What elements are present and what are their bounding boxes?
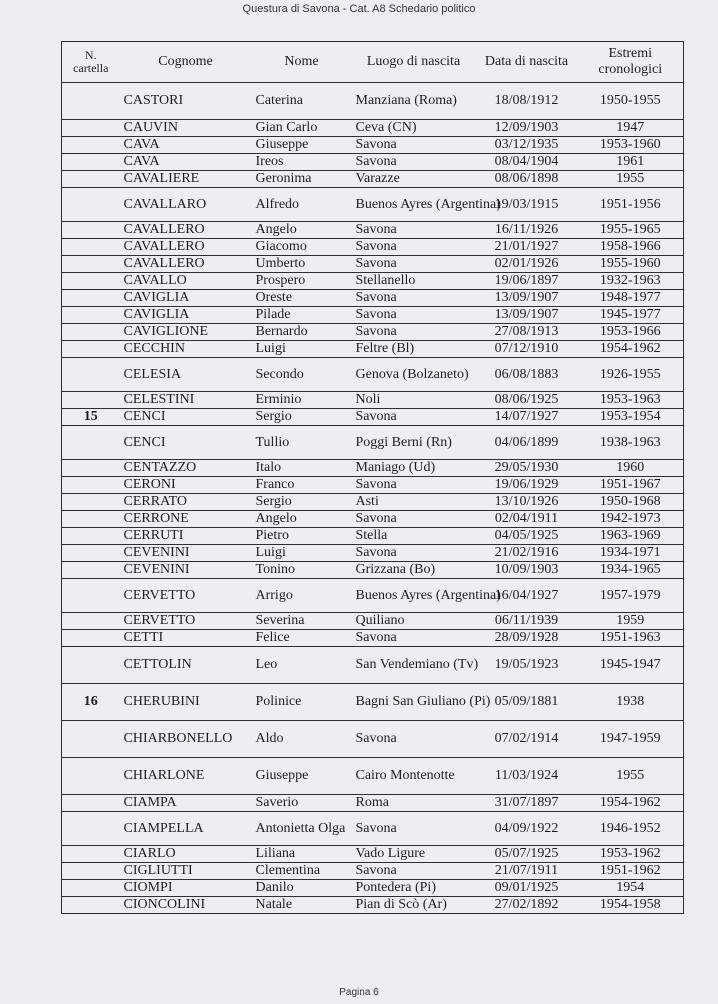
cell-n-cartella: [62, 528, 120, 545]
table-row: [62, 273, 684, 290]
cell-cognome: CETTI: [120, 630, 252, 647]
cell-n-cartella: [62, 511, 120, 528]
cell-data: 31/07/1897: [476, 795, 578, 812]
cell-nome: Clementina: [252, 863, 352, 880]
table-row: [62, 120, 684, 137]
cell-luogo: Buenos Ayres (Argentina): [352, 188, 476, 222]
cell-nome: Felice: [252, 630, 352, 647]
table-header-row: [62, 42, 684, 83]
cell-cognome: CEVENINI: [120, 562, 252, 579]
cell-data: 06/11/1939: [476, 613, 578, 630]
cell-data: 27/08/1913: [476, 324, 578, 341]
cell-n-cartella: 15: [62, 409, 120, 426]
cell-luogo: Stellanello: [352, 273, 476, 290]
table-row: [62, 341, 684, 358]
cell-nome: Geronima: [252, 171, 352, 188]
cell-luogo: Savona: [352, 545, 476, 562]
cell-estremi: 1934-1965: [578, 562, 684, 579]
cell-estremi: 1957-1979: [578, 579, 684, 613]
cell-nome: Sergio: [252, 494, 352, 511]
cell-cognome: CASTORI: [120, 83, 252, 120]
cell-estremi: 1948-1977: [578, 290, 684, 307]
cell-estremi: 1958-1966: [578, 239, 684, 256]
cell-data: 13/09/1907: [476, 307, 578, 324]
cell-luogo: Bagni San Giuliano (Pi): [352, 684, 476, 721]
col-nome: Nome: [252, 42, 352, 83]
cell-luogo: Noli: [352, 392, 476, 409]
cell-n-cartella: [62, 630, 120, 647]
cell-estremi: 1963-1969: [578, 528, 684, 545]
cell-cognome: CENTAZZO: [120, 460, 252, 477]
cell-cognome: CENCI: [120, 426, 252, 460]
cell-nome: Umberto: [252, 256, 352, 273]
table-row: [62, 171, 684, 188]
cell-estremi: 1926-1955: [578, 358, 684, 392]
cell-nome: Saverio: [252, 795, 352, 812]
cell-luogo: Feltre (Bl): [352, 341, 476, 358]
table-row: [62, 460, 684, 477]
cell-cognome: CIONCOLINI: [120, 897, 252, 914]
table-row: [62, 684, 684, 721]
cell-n-cartella: [62, 545, 120, 562]
cell-n-cartella: [62, 795, 120, 812]
cell-n-cartella: [62, 897, 120, 914]
cell-data: 16/04/1927: [476, 579, 578, 613]
cell-nome: Aldo: [252, 721, 352, 758]
cell-luogo: Grizzana (Bo): [352, 562, 476, 579]
cell-luogo: Asti: [352, 494, 476, 511]
cell-luogo: Savona: [352, 256, 476, 273]
cell-data: 12/09/1903: [476, 120, 578, 137]
cell-n-cartella: [62, 880, 120, 897]
cell-luogo: Savona: [352, 409, 476, 426]
cell-nome: Sergio: [252, 409, 352, 426]
cell-data: 21/01/1927: [476, 239, 578, 256]
cell-luogo: Pian di Scò (Ar): [352, 897, 476, 914]
table-row: [62, 846, 684, 863]
cell-estremi: 1959: [578, 613, 684, 630]
cell-nome: Gian Carlo: [252, 120, 352, 137]
cell-estremi: 1951-1967: [578, 477, 684, 494]
cell-estremi: 1953-1963: [578, 392, 684, 409]
cell-cognome: CHIARBONELLO: [120, 721, 252, 758]
cell-n-cartella: [62, 324, 120, 341]
cell-cognome: CIAMPA: [120, 795, 252, 812]
col-luogo: Luogo di nascita: [352, 42, 476, 83]
cell-data: 09/01/1925: [476, 880, 578, 897]
cell-luogo: Genova (Bolzaneto): [352, 358, 476, 392]
cell-estremi: 1954: [578, 880, 684, 897]
table-row: [62, 562, 684, 579]
cell-n-cartella: [62, 863, 120, 880]
cell-estremi: 1960: [578, 460, 684, 477]
cell-luogo: Roma: [352, 795, 476, 812]
table-row: [62, 239, 684, 256]
cell-data: 03/12/1935: [476, 137, 578, 154]
cell-luogo: Cairo Montenotte: [352, 758, 476, 795]
cell-luogo: Varazze: [352, 171, 476, 188]
cell-nome: Erminio: [252, 392, 352, 409]
cell-nome: Natale: [252, 897, 352, 914]
table-row: [62, 494, 684, 511]
cell-n-cartella: [62, 154, 120, 171]
cell-nome: Alfredo: [252, 188, 352, 222]
cell-cognome: CIOMPI: [120, 880, 252, 897]
table-row: [62, 83, 684, 120]
cell-n-cartella: [62, 358, 120, 392]
cell-nome: Danilo: [252, 880, 352, 897]
cell-cognome: CERRATO: [120, 494, 252, 511]
cell-data: 11/03/1924: [476, 758, 578, 795]
cell-nome: Giuseppe: [252, 137, 352, 154]
table-row: [62, 256, 684, 273]
cell-estremi: 1934-1971: [578, 545, 684, 562]
table-row: [62, 409, 684, 426]
cell-luogo: Savona: [352, 222, 476, 239]
table-row: [62, 795, 684, 812]
cell-cognome: CERRUTI: [120, 528, 252, 545]
cell-estremi: 1950-1968: [578, 494, 684, 511]
cell-estremi: 1951-1962: [578, 863, 684, 880]
col-estremi: Estremi cronologici: [578, 42, 684, 83]
cell-luogo: Maniago (Ud): [352, 460, 476, 477]
cell-luogo: Savona: [352, 239, 476, 256]
cell-n-cartella: [62, 460, 120, 477]
cell-cognome: CERVETTO: [120, 579, 252, 613]
cell-estremi: 1955: [578, 758, 684, 795]
cell-data: 16/11/1926: [476, 222, 578, 239]
cell-luogo: Savona: [352, 307, 476, 324]
cell-estremi: 1946-1952: [578, 812, 684, 846]
cell-cognome: CERVETTO: [120, 613, 252, 630]
cell-estremi: 1961: [578, 154, 684, 171]
cell-estremi: 1955: [578, 171, 684, 188]
cell-cognome: CENCI: [120, 409, 252, 426]
cell-n-cartella: [62, 290, 120, 307]
cell-luogo: Pontedera (Pi): [352, 880, 476, 897]
cell-data: 07/02/1914: [476, 721, 578, 758]
cell-estremi: 1953-1954: [578, 409, 684, 426]
cell-data: 13/10/1926: [476, 494, 578, 511]
table-row: [62, 426, 684, 460]
cell-n-cartella: [62, 477, 120, 494]
cell-n-cartella: [62, 273, 120, 290]
cell-nome: Antonietta Olga: [252, 812, 352, 846]
cell-luogo: Manziana (Roma): [352, 83, 476, 120]
cell-cognome: CHERUBINI: [120, 684, 252, 721]
cell-luogo: Buenos Ayres (Argentina): [352, 579, 476, 613]
cell-data: 14/07/1927: [476, 409, 578, 426]
cell-cognome: CERONI: [120, 477, 252, 494]
cell-cognome: CAVALLERO: [120, 256, 252, 273]
cell-nome: Ireos: [252, 154, 352, 171]
cell-cognome: CERRONE: [120, 511, 252, 528]
cell-data: 13/09/1907: [476, 290, 578, 307]
cell-n-cartella: [62, 83, 120, 120]
cell-data: 21/02/1916: [476, 545, 578, 562]
cell-cognome: CELESTINI: [120, 392, 252, 409]
cell-estremi: 1947-1959: [578, 721, 684, 758]
table-row: [62, 222, 684, 239]
cell-estremi: 1954-1962: [578, 795, 684, 812]
cell-n-cartella: [62, 392, 120, 409]
cell-nome: Angelo: [252, 511, 352, 528]
cell-luogo: Savona: [352, 511, 476, 528]
cell-estremi: 1947: [578, 120, 684, 137]
table-row: [62, 579, 684, 613]
cell-luogo: Savona: [352, 812, 476, 846]
cell-cognome: CAVALLERO: [120, 222, 252, 239]
cell-estremi: 1951-1963: [578, 630, 684, 647]
cell-luogo: Vado Ligure: [352, 846, 476, 863]
cell-nome: Pietro: [252, 528, 352, 545]
cell-data: 06/08/1883: [476, 358, 578, 392]
cell-n-cartella: [62, 120, 120, 137]
table-row: [62, 528, 684, 545]
page-header: Questura di Savona - Cat. A8 Schedario politico: [242, 3, 476, 15]
cell-n-cartella: [62, 256, 120, 273]
cell-n-cartella: [62, 579, 120, 613]
cell-luogo: Savona: [352, 721, 476, 758]
cell-estremi: 1955-1960: [578, 256, 684, 273]
cell-estremi: 1951-1956: [578, 188, 684, 222]
cell-n-cartella: [62, 613, 120, 630]
cell-cognome: CAVIGLIA: [120, 290, 252, 307]
cell-estremi: 1953-1960: [578, 137, 684, 154]
cell-cognome: CIAMPELLA: [120, 812, 252, 846]
cell-data: 07/12/1910: [476, 341, 578, 358]
cell-estremi: 1950-1955: [578, 83, 684, 120]
cell-nome: Pilade: [252, 307, 352, 324]
cell-nome: Caterina: [252, 83, 352, 120]
table-row: [62, 290, 684, 307]
table-row: [62, 511, 684, 528]
cell-data: 19/06/1929: [476, 477, 578, 494]
cell-data: 10/09/1903: [476, 562, 578, 579]
cell-data: 08/04/1904: [476, 154, 578, 171]
cell-luogo: Poggi Berni (Rn): [352, 426, 476, 460]
cell-estremi: 1953-1962: [578, 846, 684, 863]
cell-luogo: Savona: [352, 630, 476, 647]
cell-estremi: 1953-1966: [578, 324, 684, 341]
register-table: [61, 41, 684, 914]
table-row: [62, 897, 684, 914]
table-row: [62, 812, 684, 846]
cell-luogo: Savona: [352, 154, 476, 171]
cell-nome: Severina: [252, 613, 352, 630]
cell-nome: Oreste: [252, 290, 352, 307]
cell-nome: Giuseppe: [252, 758, 352, 795]
cell-cognome: CAVA: [120, 154, 252, 171]
cell-n-cartella: 16: [62, 684, 120, 721]
cell-data: 08/06/1898: [476, 171, 578, 188]
cell-n-cartella: [62, 222, 120, 239]
cell-nome: Liliana: [252, 846, 352, 863]
table-body: [62, 83, 684, 914]
cell-nome: Luigi: [252, 341, 352, 358]
cell-n-cartella: [62, 758, 120, 795]
cell-data: 18/08/1912: [476, 83, 578, 120]
cell-nome: Giacomo: [252, 239, 352, 256]
cell-data: 28/09/1928: [476, 630, 578, 647]
cell-n-cartella: [62, 647, 120, 684]
cell-luogo: Savona: [352, 863, 476, 880]
cell-nome: Polinice: [252, 684, 352, 721]
col-n-cartella: N. cartella: [62, 42, 120, 83]
cell-cognome: CAVA: [120, 137, 252, 154]
cell-n-cartella: [62, 137, 120, 154]
cell-data: 21/07/1911: [476, 863, 578, 880]
cell-cognome: CAVIGLIONE: [120, 324, 252, 341]
cell-luogo: Savona: [352, 137, 476, 154]
table-row: [62, 324, 684, 341]
cell-n-cartella: [62, 239, 120, 256]
cell-luogo: Stella: [352, 528, 476, 545]
cell-data: 19/06/1897: [476, 273, 578, 290]
cell-nome: Bernardo: [252, 324, 352, 341]
cell-cognome: CAVALLARO: [120, 188, 252, 222]
cell-cognome: CIARLO: [120, 846, 252, 863]
cell-estremi: 1954-1962: [578, 341, 684, 358]
col-data: Data di nascita: [476, 42, 578, 83]
cell-luogo: Savona: [352, 324, 476, 341]
table-row: [62, 647, 684, 684]
table-row: [62, 477, 684, 494]
cell-data: 02/04/1911: [476, 511, 578, 528]
table-row: [62, 392, 684, 409]
cell-n-cartella: [62, 721, 120, 758]
cell-cognome: CAUVIN: [120, 120, 252, 137]
cell-data: 27/02/1892: [476, 897, 578, 914]
cell-nome: Leo: [252, 647, 352, 684]
cell-data: 04/06/1899: [476, 426, 578, 460]
cell-cognome: CETTOLIN: [120, 647, 252, 684]
cell-data: 29/05/1930: [476, 460, 578, 477]
cell-n-cartella: [62, 562, 120, 579]
cell-luogo: Quiliano: [352, 613, 476, 630]
cell-estremi: 1938-1963: [578, 426, 684, 460]
col-cognome: Cognome: [120, 42, 252, 83]
table-row: [62, 863, 684, 880]
cell-data: 04/09/1922: [476, 812, 578, 846]
cell-estremi: 1945-1947: [578, 647, 684, 684]
cell-data: 02/01/1926: [476, 256, 578, 273]
cell-luogo: Savona: [352, 477, 476, 494]
table-row: [62, 137, 684, 154]
cell-n-cartella: [62, 307, 120, 324]
cell-estremi: 1942-1973: [578, 511, 684, 528]
cell-nome: Italo: [252, 460, 352, 477]
table-row: [62, 880, 684, 897]
table-row: [62, 307, 684, 324]
cell-nome: Tullio: [252, 426, 352, 460]
cell-nome: Tonino: [252, 562, 352, 579]
table-row: [62, 188, 684, 222]
cell-data: 19/05/1923: [476, 647, 578, 684]
table-row: [62, 545, 684, 562]
table-row: [62, 613, 684, 630]
cell-data: 05/07/1925: [476, 846, 578, 863]
cell-luogo: San Vendemiano (Tv): [352, 647, 476, 684]
cell-estremi: 1954-1958: [578, 897, 684, 914]
cell-luogo: Ceva (CN): [352, 120, 476, 137]
cell-n-cartella: [62, 341, 120, 358]
cell-n-cartella: [62, 846, 120, 863]
table-row: [62, 758, 684, 795]
cell-data: 08/06/1925: [476, 392, 578, 409]
table-row: [62, 630, 684, 647]
cell-data: 19/03/1915: [476, 188, 578, 222]
cell-luogo: Savona: [352, 290, 476, 307]
cell-data: 04/05/1925: [476, 528, 578, 545]
cell-estremi: 1938: [578, 684, 684, 721]
cell-nome: Angelo: [252, 222, 352, 239]
cell-cognome: CIGLIUTTI: [120, 863, 252, 880]
cell-cognome: CAVIGLIA: [120, 307, 252, 324]
cell-n-cartella: [62, 494, 120, 511]
cell-nome: Prospero: [252, 273, 352, 290]
cell-nome: Franco: [252, 477, 352, 494]
cell-n-cartella: [62, 171, 120, 188]
cell-data: 05/09/1881: [476, 684, 578, 721]
cell-cognome: CAVALLERO: [120, 239, 252, 256]
cell-cognome: CAVALIERE: [120, 171, 252, 188]
cell-estremi: 1932-1963: [578, 273, 684, 290]
cell-nome: Luigi: [252, 545, 352, 562]
table-row: [62, 721, 684, 758]
cell-cognome: CECCHIN: [120, 341, 252, 358]
table-row: [62, 154, 684, 171]
cell-cognome: CEVENINI: [120, 545, 252, 562]
cell-cognome: CELESIA: [120, 358, 252, 392]
cell-n-cartella: [62, 812, 120, 846]
cell-nome: Arrigo: [252, 579, 352, 613]
cell-n-cartella: [62, 426, 120, 460]
cell-cognome: CHIARLONE: [120, 758, 252, 795]
cell-estremi: 1945-1977: [578, 307, 684, 324]
table-row: [62, 358, 684, 392]
page-footer: Pagina 6: [339, 987, 379, 998]
cell-n-cartella: [62, 188, 120, 222]
cell-nome: Secondo: [252, 358, 352, 392]
cell-cognome: CAVALLO: [120, 273, 252, 290]
cell-estremi: 1955-1965: [578, 222, 684, 239]
